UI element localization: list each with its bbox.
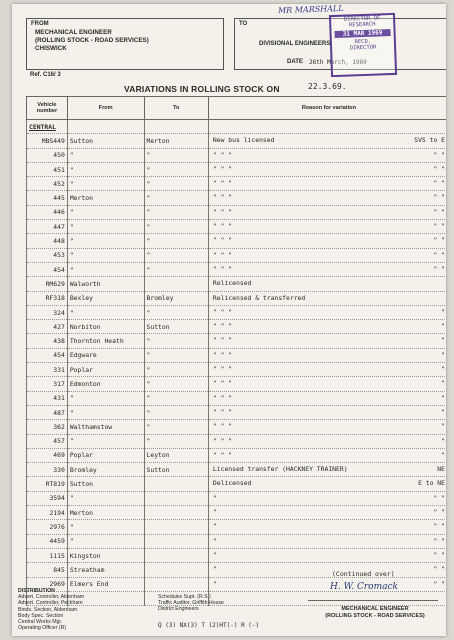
reason-text: " (212, 579, 217, 588)
reason-cell (208, 220, 446, 234)
table-row (27, 248, 447, 262)
to-cell: " (144, 348, 208, 362)
reason-cell (208, 591, 446, 605)
from-box (26, 18, 224, 70)
reason-code: " " (433, 236, 445, 245)
reason-cell (208, 177, 446, 191)
reason-text: " (212, 536, 217, 545)
distribution-list-2 (158, 594, 224, 613)
reason-cell (208, 434, 446, 448)
reason-code: " (441, 422, 445, 431)
from-cell: " (67, 148, 144, 162)
to-cell: " (144, 262, 208, 276)
reason-cell (208, 548, 446, 562)
from-cell: " (67, 520, 144, 534)
table-row (27, 420, 447, 434)
reason-cell (208, 420, 446, 434)
table-row (27, 405, 447, 419)
reason-code: " " (433, 164, 445, 173)
table-row (27, 334, 447, 348)
table-header-row (27, 97, 447, 120)
reason-cell (208, 134, 446, 148)
reason-code: " " (433, 264, 445, 273)
reason-text: " " " (212, 422, 233, 431)
distribution-heading: DISTRIBUTION (18, 588, 55, 594)
reason-code: " " (433, 207, 445, 216)
handwritten-annotation: MR MARSHALL (277, 4, 344, 16)
reason-cell (208, 205, 446, 219)
table-row (27, 291, 447, 305)
continued-over: (Continued over) (332, 570, 395, 578)
vehicle-number-cell: 457 (27, 434, 68, 448)
reason-code: " " (433, 150, 445, 159)
table-row (27, 220, 447, 234)
from-label: FROM (31, 21, 49, 27)
from-value (35, 29, 149, 53)
to-cell: " (144, 434, 208, 448)
distribution-list (18, 588, 84, 631)
reason-text: Licensed transfer (HACKNEY TRAINER) (212, 465, 348, 474)
vehicle-number-cell: MBS449 (27, 134, 68, 148)
vehicle-number-cell: 845 (27, 563, 68, 577)
from-cell: Walworth (67, 277, 144, 291)
reason-cell (208, 291, 446, 305)
variations-table (26, 96, 446, 606)
reason-cell (208, 262, 446, 276)
table-row (27, 234, 447, 248)
distribution-item: Traffic Auditor, Griffith House (158, 600, 224, 607)
reason-code: " " (433, 579, 445, 588)
reason-text: " " " (212, 350, 233, 359)
to-cell: " (144, 305, 208, 319)
from-cell: Bexley (67, 291, 144, 305)
to-cell: " (144, 405, 208, 419)
from-line-1: MECHANICAL ENGINEER (35, 29, 112, 36)
stamp-date: 31 MAR 1969 (334, 29, 390, 38)
from-cell: Poplar (67, 363, 144, 377)
vehicle-number-cell: 331 (27, 363, 68, 377)
received-stamp (329, 13, 397, 77)
date-value: 26th March, 1969 (309, 59, 367, 66)
reason-cell (208, 320, 446, 334)
from-line-3: CHISWICK (35, 45, 67, 52)
to-cell: " (144, 334, 208, 348)
reason-text: " " " (212, 222, 233, 231)
reason-code: " " (433, 493, 445, 502)
vehicle-number-cell: 454 (27, 262, 68, 276)
reason-text: " " " (212, 164, 233, 173)
reason-text: " " " (212, 365, 233, 374)
reason-code: " " (433, 536, 445, 545)
reason-text: " " " (212, 407, 233, 416)
from-cell: " (67, 405, 144, 419)
from-cell: Sutton (67, 477, 144, 491)
from-cell: " (67, 177, 144, 191)
reason-code: " " (433, 522, 445, 531)
to-cell (144, 120, 208, 134)
to-cell: Leyton (144, 448, 208, 462)
table-row (27, 134, 447, 148)
from-cell: " (67, 220, 144, 234)
reason-text: Relicensed (212, 279, 252, 288)
to-cell: " (144, 191, 208, 205)
from-cell: Bromley (67, 463, 144, 477)
to-label: TO (239, 21, 248, 27)
reason-code: NE (437, 465, 445, 474)
table-row (27, 305, 447, 319)
table-row (27, 191, 447, 205)
reason-cell (208, 491, 446, 505)
distribution-codes: Q (3) NX(3) T (2)HT(-) R (-) (158, 622, 260, 629)
to-cell (144, 506, 208, 520)
vehicle-number-cell: 454 (27, 348, 68, 362)
from-cell: " (67, 391, 144, 405)
vehicle-number-cell: 446 (27, 205, 68, 219)
from-cell: Streatham (67, 563, 144, 577)
from-line-2: (ROLLING STOCK - ROAD SERVICES) (35, 37, 149, 44)
from-cell: " (67, 248, 144, 262)
table-row (27, 463, 447, 477)
reason-text: " " " (212, 207, 233, 216)
reason-cell (208, 405, 446, 419)
from-cell: " (67, 162, 144, 176)
reason-code: " " (433, 179, 445, 188)
vehicle-number-cell: 317 (27, 377, 68, 391)
vehicle-number-cell: 330 (27, 463, 68, 477)
reason-text: " " " (212, 179, 233, 188)
reason-text: " " " (212, 450, 233, 459)
distribution-item: District Engineers (158, 606, 199, 613)
reason-cell (208, 162, 446, 176)
table-row (27, 520, 447, 534)
signature: H. W. Cromack (330, 582, 398, 592)
to-value: DIVISIONAL ENGINEERS (259, 41, 331, 47)
reason-text: " " " (212, 307, 233, 316)
to-cell (144, 277, 208, 291)
vehicle-number-cell: 445 (27, 191, 68, 205)
to-cell: " (144, 234, 208, 248)
vehicle-number-cell: RT819 (27, 477, 68, 491)
signature-title (310, 606, 440, 620)
vehicle-number-cell: RF318 (27, 291, 68, 305)
vehicle-number-cell: 3594 (27, 491, 68, 505)
table-row (27, 377, 447, 391)
to-cell: " (144, 205, 208, 219)
vehicle-number-cell: 2969 (27, 577, 68, 591)
reason-code: " (441, 450, 445, 459)
reason-text: Relicensed & transferred (212, 293, 306, 302)
signature-title-line-2: (ROLLING STOCK - ROAD SERVICES) (325, 613, 425, 619)
from-cell: Merton (67, 191, 144, 205)
vehicle-number-cell: RM629 (27, 277, 68, 291)
reason-cell (208, 277, 446, 291)
reason-cell (208, 334, 446, 348)
reason-code: " (441, 393, 445, 402)
reason-text: " (212, 493, 217, 502)
to-cell: " (144, 177, 208, 191)
from-cell: Merton (67, 506, 144, 520)
table-row (27, 548, 447, 562)
from-cell: " (67, 305, 144, 319)
reason-cell (208, 391, 446, 405)
table-row (27, 391, 447, 405)
vehicle-number-cell: 469 (27, 448, 68, 462)
from-cell: Norbiton (67, 320, 144, 334)
reason-cell (208, 463, 446, 477)
reason-cell (208, 248, 446, 262)
col-to: To (144, 97, 208, 120)
col-vehicle-number: Vehicle number (27, 97, 68, 120)
to-cell (144, 520, 208, 534)
table-row (27, 434, 447, 448)
to-cell: " (144, 248, 208, 262)
reason-code: SVS to E (414, 136, 445, 145)
reason-cell (208, 348, 446, 362)
reason-text: " " " (212, 193, 233, 202)
distribution-item: Schedules Supt. (R.S.) (158, 594, 211, 600)
reason-text: " " " (212, 150, 233, 159)
reason-text: " " " (212, 322, 233, 331)
group-label: CENTRAL (29, 122, 56, 131)
table-row (27, 363, 447, 377)
reason-text: " (212, 522, 217, 531)
vehicle-number-cell: 2194 (27, 506, 68, 520)
reason-cell (208, 477, 446, 491)
vehicle-number-cell: 448 (27, 234, 68, 248)
to-cell: " (144, 363, 208, 377)
reason-code: " (441, 407, 445, 416)
vehicle-number-cell: 450 (27, 148, 68, 162)
reason-text: " (212, 565, 217, 574)
table-group-row (27, 120, 447, 134)
table-row (27, 277, 447, 291)
reason-cell (208, 520, 446, 534)
from-cell: Poplar (67, 448, 144, 462)
distribution-item: Advert. Controller, Peckham (18, 600, 83, 607)
to-cell: " (144, 148, 208, 162)
to-cell: Sutton (144, 320, 208, 334)
from-cell: Walthamstow (67, 420, 144, 434)
from-cell: " (67, 491, 144, 505)
table-row (27, 491, 447, 505)
reason-text: New bus licensed (212, 136, 275, 145)
from-cell: " (67, 434, 144, 448)
table-row (27, 534, 447, 548)
vehicle-number-cell: 2976 (27, 520, 68, 534)
title-date: 22.3.69. (308, 82, 347, 91)
distribution-item: Advert. Controller, Aldenham (18, 594, 85, 601)
vehicle-number-cell: 451 (27, 162, 68, 176)
reason-code: " (441, 379, 445, 388)
from-cell (67, 120, 144, 134)
vehicle-number-cell: 447 (27, 220, 68, 234)
to-cell (144, 548, 208, 562)
from-cell: Elmers End (67, 577, 144, 591)
date-label: DATE (287, 59, 303, 65)
to-cell: " (144, 420, 208, 434)
reason-text: Delicensed (212, 479, 252, 488)
table-row (27, 177, 447, 191)
table-row (27, 162, 447, 176)
vehicle-number-cell: 453 (27, 248, 68, 262)
from-cell: " (67, 534, 144, 548)
vehicle-number-cell: 4459 (27, 534, 68, 548)
distribution-item: Central Works Mgr. (18, 619, 63, 626)
to-cell (144, 491, 208, 505)
table-row (27, 205, 447, 219)
from-cell: " (67, 262, 144, 276)
reason-text: " " " (212, 264, 233, 273)
distribution-item: Binds. Section, Aldenham (18, 606, 78, 613)
to-cell: Bromley (144, 291, 208, 305)
reason-code: " (441, 307, 445, 316)
reason-code: " " (433, 508, 445, 517)
signature-line (308, 600, 438, 601)
signature-title-line-1: MECHANICAL ENGINEER (341, 606, 409, 612)
col-reason: Reason for variation (208, 97, 446, 120)
document-sheet (12, 4, 446, 636)
vehicle-number-cell: 431 (27, 391, 68, 405)
stamp-line: RECD. (354, 38, 372, 46)
reason-cell (208, 577, 446, 591)
table-row (27, 148, 447, 162)
reason-code: " " (433, 250, 445, 259)
vehicle-number-cell: 1115 (27, 548, 68, 562)
from-cell: " (67, 234, 144, 248)
reason-code: " (441, 365, 445, 374)
reason-text: " " " (212, 336, 233, 345)
reference: Ref. C16/ 3 (30, 72, 61, 78)
to-cell: Merton (144, 134, 208, 148)
table-row (27, 320, 447, 334)
distribution-item: Operating Officer (R) (18, 625, 67, 632)
reason-cell (208, 534, 446, 548)
from-cell: Kingston (67, 548, 144, 562)
to-cell (144, 477, 208, 491)
stamp-line: RESEARCH (348, 21, 376, 29)
reason-cell (208, 448, 446, 462)
reason-cell (208, 563, 446, 577)
to-cell: " (144, 391, 208, 405)
distribution-item: Body Spec. Section (18, 612, 64, 619)
vehicle-number-cell (27, 120, 68, 134)
reason-code: " (441, 436, 445, 445)
from-cell: Edgware (67, 348, 144, 362)
reason-cell (208, 120, 446, 134)
reason-cell (208, 377, 446, 391)
reason-cell (208, 363, 446, 377)
reason-code: " (441, 336, 445, 345)
reason-text: " " " (212, 393, 233, 402)
vehicle-number-cell: 362 (27, 420, 68, 434)
reason-code: " " (433, 550, 445, 559)
reason-code: " " (433, 565, 445, 574)
reason-code: " (441, 322, 445, 331)
from-cell: " (67, 205, 144, 219)
from-cell: Edmonton (67, 377, 144, 391)
stamp-line: DIRECTOR (349, 44, 377, 52)
reason-cell (208, 234, 446, 248)
from-cell: Sutton (67, 134, 144, 148)
to-cell (144, 577, 208, 591)
to-cell: " (144, 220, 208, 234)
to-cell (144, 534, 208, 548)
from-cell: Thornton Heath (67, 334, 144, 348)
reason-code: E to NE (418, 479, 445, 488)
reason-text: " " " (212, 236, 233, 245)
reason-text: " " " (212, 379, 233, 388)
reason-code: " (441, 350, 445, 359)
stamp-line: DIRECTOR OF (343, 15, 381, 23)
col-from: From (67, 97, 144, 120)
reason-code: " " (433, 222, 445, 231)
table-row (27, 262, 447, 276)
vehicle-number-cell: 427 (27, 320, 68, 334)
vehicle-number-cell: 438 (27, 334, 68, 348)
to-cell: " (144, 162, 208, 176)
document-title: VARIATIONS IN ROLLING STOCK ON (124, 84, 280, 94)
table-row (27, 348, 447, 362)
table-row (27, 591, 447, 605)
reason-text: " " " (212, 250, 233, 259)
reason-text: " " " (212, 436, 233, 445)
reason-cell (208, 506, 446, 520)
table-row (27, 506, 447, 520)
to-cell: " (144, 377, 208, 391)
vehicle-number-cell: 452 (27, 177, 68, 191)
reason-code: " " (433, 193, 445, 202)
reason-text: " (212, 508, 217, 517)
to-cell: Sutton (144, 463, 208, 477)
reason-cell (208, 191, 446, 205)
reason-cell (208, 305, 446, 319)
to-cell (144, 563, 208, 577)
table-row (27, 448, 447, 462)
reason-text: " (212, 550, 217, 559)
vehicle-number-cell: 324 (27, 305, 68, 319)
reason-cell (208, 148, 446, 162)
vehicle-number-cell: 487 (27, 405, 68, 419)
table-row (27, 477, 447, 491)
